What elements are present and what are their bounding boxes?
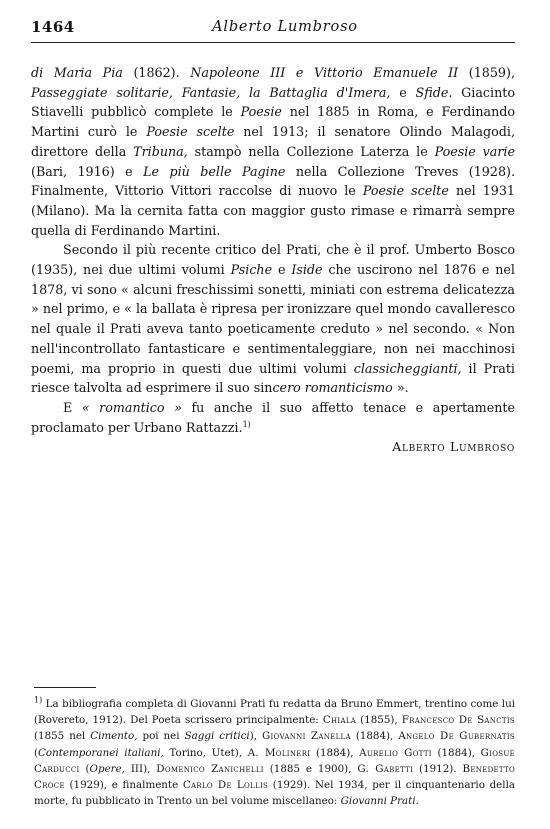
text-run: (1859),	[458, 65, 515, 80]
author-name: Domenico Zanichelli	[156, 762, 264, 775]
text-run: (1855),	[356, 714, 402, 727]
author-name: Giosuè Carducci	[34, 746, 515, 775]
author-name: Carlo De Lollis	[182, 779, 269, 792]
text-run: (1884),	[310, 746, 360, 759]
text-run: il Prati riesce talvolta ad esprimere il suo sin	[31, 360, 515, 396]
author-signature: Alberto Lumbroso	[392, 439, 515, 455]
italic-text: Cimento,	[90, 730, 138, 743]
text-run: (1885 e 1900),	[263, 762, 358, 775]
main-text	[31, 63, 515, 457]
italic-text: Psiche	[230, 262, 273, 278]
text-run: (1855 nel	[34, 730, 91, 743]
text-run: (	[34, 746, 39, 759]
author-name: Benedetto Croce	[34, 762, 516, 792]
italic-text: Poesie	[240, 104, 282, 120]
text-run: nel 1885 in Roma, e Ferdinando Martini curò le	[31, 104, 516, 140]
text-run: (1884),	[350, 730, 399, 743]
text-run: Giacinto Stiavelli pubblicò complete le	[31, 84, 515, 120]
running-title: Alberto Lumbroso	[212, 19, 358, 35]
text-run: e	[272, 262, 292, 278]
text-run: stampò nella Collezione Laterza le	[187, 143, 435, 159]
text-run: nel 1913; il senatore Olindo Malagodi, direttore della	[31, 124, 515, 159]
text-run: III),	[124, 762, 157, 775]
italic-text: Passeggiate solitarie, Fantasie, la Battaglia d'Imera,	[31, 84, 391, 100]
author-name: Angelo De Gubernatis	[398, 730, 515, 743]
author-name: G. Gabetti	[357, 762, 414, 775]
italic-text: Saggi critici	[184, 730, 250, 743]
text-run: La bibliografia completa di Giovanni Prati fu redatta da Bruno Emmert, trentino come lui (Rovereto, 1912). Del Poeta scrissero principalmente:	[34, 698, 515, 727]
italic-text: Contemporanei italiani,	[38, 746, 164, 759]
italic-text: Napoleone III e Vittorio Emanuele II	[190, 65, 459, 80]
text-run: fu anche il suo affetto tenace e apertamente proclamato per Urbano Rattazzi.	[31, 399, 515, 435]
author-name: Francesco De Sanctis	[401, 714, 515, 727]
text-run: nella Collezione Treves (1928). Finalmente, Vittorio Vittori raccolse di nuovo le	[31, 163, 516, 199]
text-run: E	[63, 399, 82, 415]
footnote-marker: 1)	[34, 695, 43, 705]
text-run: nel 1931 (Milano). Ma la cernita fatta con maggior gusto rimase e rimarrà sempre quella di Ferdinando Martini.	[31, 183, 516, 238]
text-run: che uscirono nel 1876 e nel 1878, vi sono « alcuni freschissimi sonetti, miniati con estrema delicatezza » nel primo, e « la ballata è ripresa per ironizzare quel mondo cavalleresco nel quale il Prati aveva tanto poeticamente creduto » nel secondo. « Non nell'incontrollato fantasticare e sentimentaleggiare, non nei macchinosi poemi, ma proprio in questi due ultimi volumi	[31, 262, 515, 376]
italic-text: classicheggianti,	[353, 360, 462, 376]
italic-text: Poesie varie	[434, 143, 515, 159]
italic-text: Iside	[291, 262, 323, 278]
text-run: ».	[392, 380, 409, 396]
paragraph-3	[31, 398, 515, 437]
italic-text: Opere,	[89, 762, 125, 775]
footnote-marker: 1)	[242, 419, 251, 429]
italic-text: cero romanticismo	[272, 380, 393, 396]
author-name: A. Molineri	[247, 746, 311, 759]
italic-text: Tribuna,	[133, 143, 188, 159]
text-run: Secondo il più recente critico del Prati, che è il prof. Umberto Bosco (1935), nei due ultimi volumi	[31, 242, 515, 278]
italic-text: Giovanni Prati.	[340, 795, 419, 808]
text-run: e	[390, 84, 416, 100]
italic-text: di Maria Pia	[31, 65, 123, 80]
author-name: Chiala	[322, 714, 357, 727]
italic-text: « romantico »	[81, 399, 182, 415]
italic-text: Le più belle Pagine	[143, 163, 286, 179]
text-run: (1929). Nel 1934, per il cinquantenario della morte, fu pubblicato in Trento un bel volume miscellaneo:	[34, 779, 515, 808]
text-run: (	[79, 762, 90, 775]
text-run: (Bari, 1916) e	[31, 163, 144, 179]
text-run: (1862).	[122, 65, 191, 80]
text-run: poi nei	[137, 730, 185, 743]
text-run: Torino, Utet),	[163, 746, 248, 759]
text-run: (1929), e finalmente	[64, 779, 183, 792]
text-run: (1884),	[431, 746, 481, 759]
footnote-rule	[34, 687, 96, 688]
italic-text: Poesie scelte	[146, 124, 235, 140]
italic-text: Sfide.	[415, 84, 453, 100]
header-rule	[31, 42, 515, 43]
author-name: Giovanni Zanella	[261, 730, 351, 743]
footnote	[34, 696, 515, 809]
text-run: ),	[249, 730, 262, 743]
paragraph-1	[31, 63, 515, 240]
italic-text: Poesie scelte	[362, 183, 449, 199]
author-name: Aurelio Gotti	[359, 746, 432, 759]
paragraph-2	[31, 240, 515, 398]
page-number: 1464	[31, 18, 75, 36]
text-run: (1912).	[413, 762, 463, 775]
